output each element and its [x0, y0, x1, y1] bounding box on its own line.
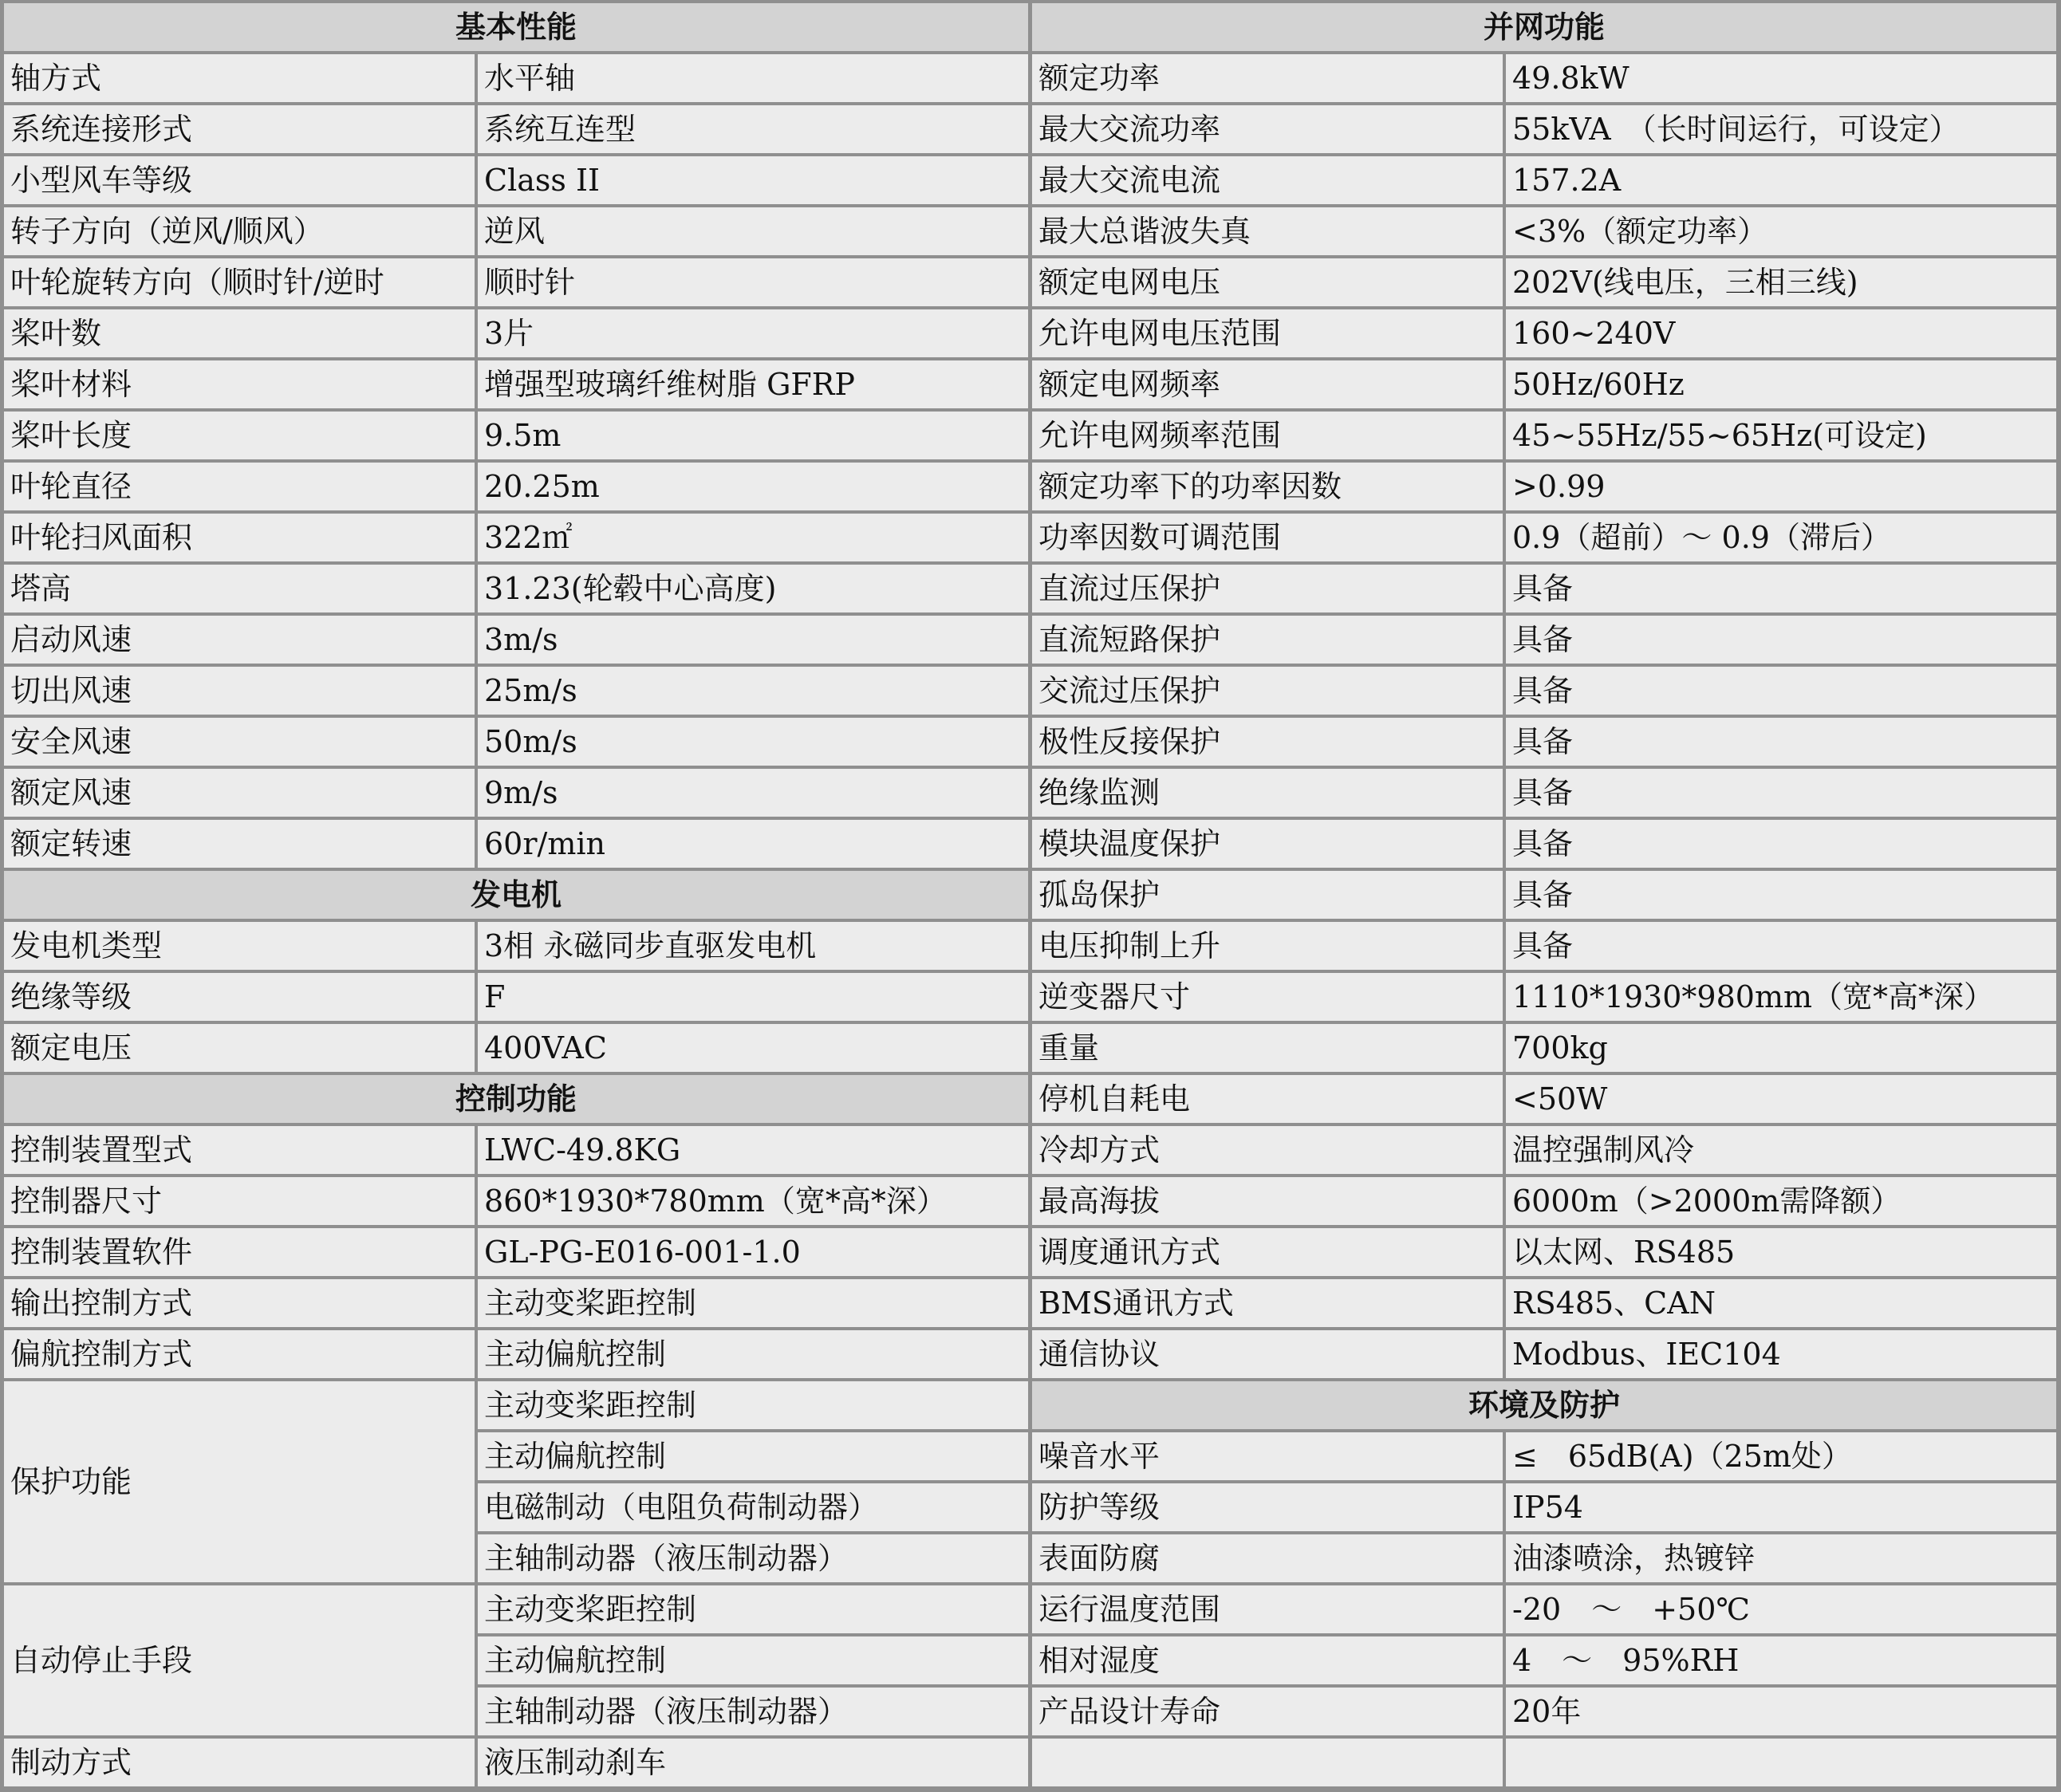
table-cell-label: 叶轮扫风面积 — [4, 514, 475, 561]
table-cell-label: 偏航控制方式 — [4, 1330, 475, 1378]
table-cell-value: 主轴制动器（液压制动器） — [478, 1534, 1028, 1582]
table-cell-label: 允许电网频率范围 — [1032, 412, 1503, 459]
table-cell-value: 主动偏航控制 — [478, 1636, 1028, 1684]
section-header-basic: 基本性能 — [4, 3, 1028, 51]
section-header-environment: 环境及防护 — [1032, 1381, 2056, 1429]
table-cell-value: 45~55Hz/55~65Hz(可设定) — [1506, 412, 2056, 459]
table-cell-label: 绝缘监测 — [1032, 769, 1503, 817]
table-cell-label: 切出风速 — [4, 667, 475, 715]
table-cell-label: 额定转速 — [4, 820, 475, 868]
table-cell-value: 157.2A — [1506, 156, 2056, 204]
table-cell-value: 0.9（超前）～ 0.9（滞后） — [1506, 514, 2056, 561]
table-cell-value: 具备 — [1506, 871, 2056, 919]
table-cell-value: 31.23(轮毂中心高度) — [478, 565, 1028, 612]
table-cell-value: 202V(线电压，三相三线) — [1506, 258, 2056, 306]
table-cell-value: 逆风 — [478, 207, 1028, 255]
table-cell-value: >0.99 — [1506, 463, 2056, 510]
table-cell-value: 主动偏航控制 — [478, 1330, 1028, 1378]
table-cell-label: 允许电网电压范围 — [1032, 309, 1503, 357]
table-cell-value: 增强型玻璃纤维树脂 GFRP — [478, 360, 1028, 408]
table-cell-value: 具备 — [1506, 820, 2056, 868]
table-cell-label: 控制装置软件 — [4, 1228, 475, 1276]
table-cell-value: F — [478, 973, 1028, 1021]
table-cell-label: 控制装置型式 — [4, 1126, 475, 1174]
table-cell-label: 桨叶长度 — [4, 412, 475, 459]
table-cell-label: 电压抑制上升 — [1032, 922, 1503, 970]
table-cell-label: 极性反接保护 — [1032, 718, 1503, 766]
table-cell-value: 3相 永磁同步直驱发电机 — [478, 922, 1028, 970]
table-cell-label: 表面防腐 — [1032, 1534, 1503, 1582]
section-header-grid: 并网功能 — [1032, 3, 2056, 51]
table-cell-value: 具备 — [1506, 667, 2056, 715]
table-cell-value: 700kg — [1506, 1024, 2056, 1072]
section-header-control: 控制功能 — [4, 1075, 1028, 1123]
table-cell-label: 调度通讯方式 — [1032, 1228, 1503, 1276]
table-cell-label: 最大交流功率 — [1032, 105, 1503, 153]
table-cell-value: 液压制动刹车 — [478, 1739, 1028, 1786]
table-cell-label: 停机自耗电 — [1032, 1075, 1503, 1123]
table-cell-label: 额定电网频率 — [1032, 360, 1503, 408]
table-cell-label: 运行温度范围 — [1032, 1585, 1503, 1633]
table-cell-label: 功率因数可调范围 — [1032, 514, 1503, 561]
table-cell-value: Modbus、IEC104 — [1506, 1330, 2056, 1378]
table-cell-label: 孤岛保护 — [1032, 871, 1503, 919]
table-cell-value: Class II — [478, 156, 1028, 204]
table-cell-label: 叶轮直径 — [4, 463, 475, 510]
table-cell-value: LWC-49.8KG — [478, 1126, 1028, 1174]
table-cell-value: -20 ～ +50℃ — [1506, 1585, 2056, 1633]
table-cell-value: 主动变桨距控制 — [478, 1585, 1028, 1633]
section-header-generator: 发电机 — [4, 871, 1028, 919]
table-cell-label: 逆变器尺寸 — [1032, 973, 1503, 1021]
table-cell-label: 桨叶材料 — [4, 360, 475, 408]
table-cell-label: 控制器尺寸 — [4, 1177, 475, 1225]
table-cell-value: 以太网、RS485 — [1506, 1228, 2056, 1276]
table-cell-value: 具备 — [1506, 769, 2056, 817]
table-cell-value: 3m/s — [478, 616, 1028, 664]
table-cell-label: 塔高 — [4, 565, 475, 612]
table-cell-label: 冷却方式 — [1032, 1126, 1503, 1174]
table-cell-label: 最大总谐波失真 — [1032, 207, 1503, 255]
table-cell-value: 具备 — [1506, 718, 2056, 766]
table-cell-value: <3%（额定功率） — [1506, 207, 2056, 255]
table-cell-value: 25m/s — [478, 667, 1028, 715]
table-cell-value: 温控强制风冷 — [1506, 1126, 2056, 1174]
table-cell-label: 输出控制方式 — [4, 1279, 475, 1327]
table-cell-value: 4 ～ 95%RH — [1506, 1636, 2056, 1684]
table-cell-label: 转子方向（逆风/顺风） — [4, 207, 475, 255]
table-cell-value: 具备 — [1506, 565, 2056, 612]
table-cell-value: RS485、CAN — [1506, 1279, 2056, 1327]
table-cell-value: 160~240V — [1506, 309, 2056, 357]
table-cell-value: <50W — [1506, 1075, 2056, 1123]
table-cell-label: 安全风速 — [4, 718, 475, 766]
autostop-label: 自动停止手段 — [4, 1585, 475, 1735]
table-cell-value: 具备 — [1506, 616, 2056, 664]
table-cell-label: 产品设计寿命 — [1032, 1688, 1503, 1735]
left-column — [4, 3, 1028, 1786]
table-cell-value: 6000m（>2000m需降额） — [1506, 1177, 2056, 1225]
table-cell-label: 防护等级 — [1032, 1483, 1503, 1531]
table-cell-value: 水平轴 — [478, 54, 1028, 102]
table-cell-value: IP54 — [1506, 1483, 2056, 1531]
table-cell-label: 额定电压 — [4, 1024, 475, 1072]
table-cell-value: 顺时针 — [478, 258, 1028, 306]
table-cell-empty — [1506, 1739, 2056, 1786]
table-cell-label: 通信协议 — [1032, 1330, 1503, 1378]
table-cell-value: 20年 — [1506, 1688, 2056, 1735]
table-cell-value: 9.5m — [478, 412, 1028, 459]
table-cell-label: 额定功率下的功率因数 — [1032, 463, 1503, 510]
table-cell-value: 50Hz/60Hz — [1506, 360, 2056, 408]
table-cell-value: 50m/s — [478, 718, 1028, 766]
table-cell-label: 额定电网电压 — [1032, 258, 1503, 306]
table-cell-label: 噪音水平 — [1032, 1432, 1503, 1480]
table-cell-value: 400VAC — [478, 1024, 1028, 1072]
table-cell-value: 主动偏航控制 — [478, 1432, 1028, 1480]
table-cell-label: BMS通讯方式 — [1032, 1279, 1503, 1327]
table-cell-label: 直流过压保护 — [1032, 565, 1503, 612]
table-cell-value: 主动变桨距控制 — [478, 1279, 1028, 1327]
table-cell-label: 制动方式 — [4, 1739, 475, 1786]
table-cell-label: 轴方式 — [4, 54, 475, 102]
table-cell-label: 最大交流电流 — [1032, 156, 1503, 204]
table-cell-value: 60r/min — [478, 820, 1028, 868]
table-cell-value: 3片 — [478, 309, 1028, 357]
table-cell-value: 860*1930*780mm（宽*高*深） — [478, 1177, 1028, 1225]
table-cell-value: 55kVA （长时间运行，可设定） — [1506, 105, 2056, 153]
table-cell-label: 启动风速 — [4, 616, 475, 664]
table-cell-value: 1110*1930*980mm（宽*高*深） — [1506, 973, 2056, 1021]
table-cell-value: 49.8kW — [1506, 54, 2056, 102]
table-cell-value: ≤ 65dB(A)（25m处） — [1506, 1432, 2056, 1480]
table-cell-value: 油漆喷涂，热镀锌 — [1506, 1534, 2056, 1582]
table-cell-label: 重量 — [1032, 1024, 1503, 1072]
table-cell-label: 额定风速 — [4, 769, 475, 817]
table-cell-label: 直流短路保护 — [1032, 616, 1503, 664]
table-cell-value: 20.25m — [478, 463, 1028, 510]
table-cell-label: 绝缘等级 — [4, 973, 475, 1021]
right-column — [1032, 3, 2056, 1786]
protection-label: 保护功能 — [4, 1381, 475, 1582]
table-cell-empty — [1032, 1739, 1503, 1786]
table-cell-label: 交流过压保护 — [1032, 667, 1503, 715]
table-cell-value: GL-PG-E016-001-1.0 — [478, 1228, 1028, 1276]
table-cell-label: 小型风车等级 — [4, 156, 475, 204]
table-cell-label: 发电机类型 — [4, 922, 475, 970]
table-cell-value: 具备 — [1506, 922, 2056, 970]
table-cell-value: 系统互连型 — [478, 105, 1028, 153]
table-cell-label: 额定功率 — [1032, 54, 1503, 102]
table-cell-value: 电磁制动（电阻负荷制动器） — [478, 1483, 1028, 1531]
table-cell-label: 叶轮旋转方向（顺时针/逆时 — [4, 258, 475, 306]
table-cell-label: 相对湿度 — [1032, 1636, 1503, 1684]
table-cell-label: 最高海拔 — [1032, 1177, 1503, 1225]
table-cell-label: 模块温度保护 — [1032, 820, 1503, 868]
table-cell-value: 主轴制动器（液压制动器） — [478, 1688, 1028, 1735]
table-cell-label: 桨叶数 — [4, 309, 475, 357]
table-cell-value: 322㎡ — [478, 514, 1028, 561]
table-cell-value: 9m/s — [478, 769, 1028, 817]
table-cell-label: 系统连接形式 — [4, 105, 475, 153]
table-cell-value: 主动变桨距控制 — [478, 1381, 1028, 1429]
